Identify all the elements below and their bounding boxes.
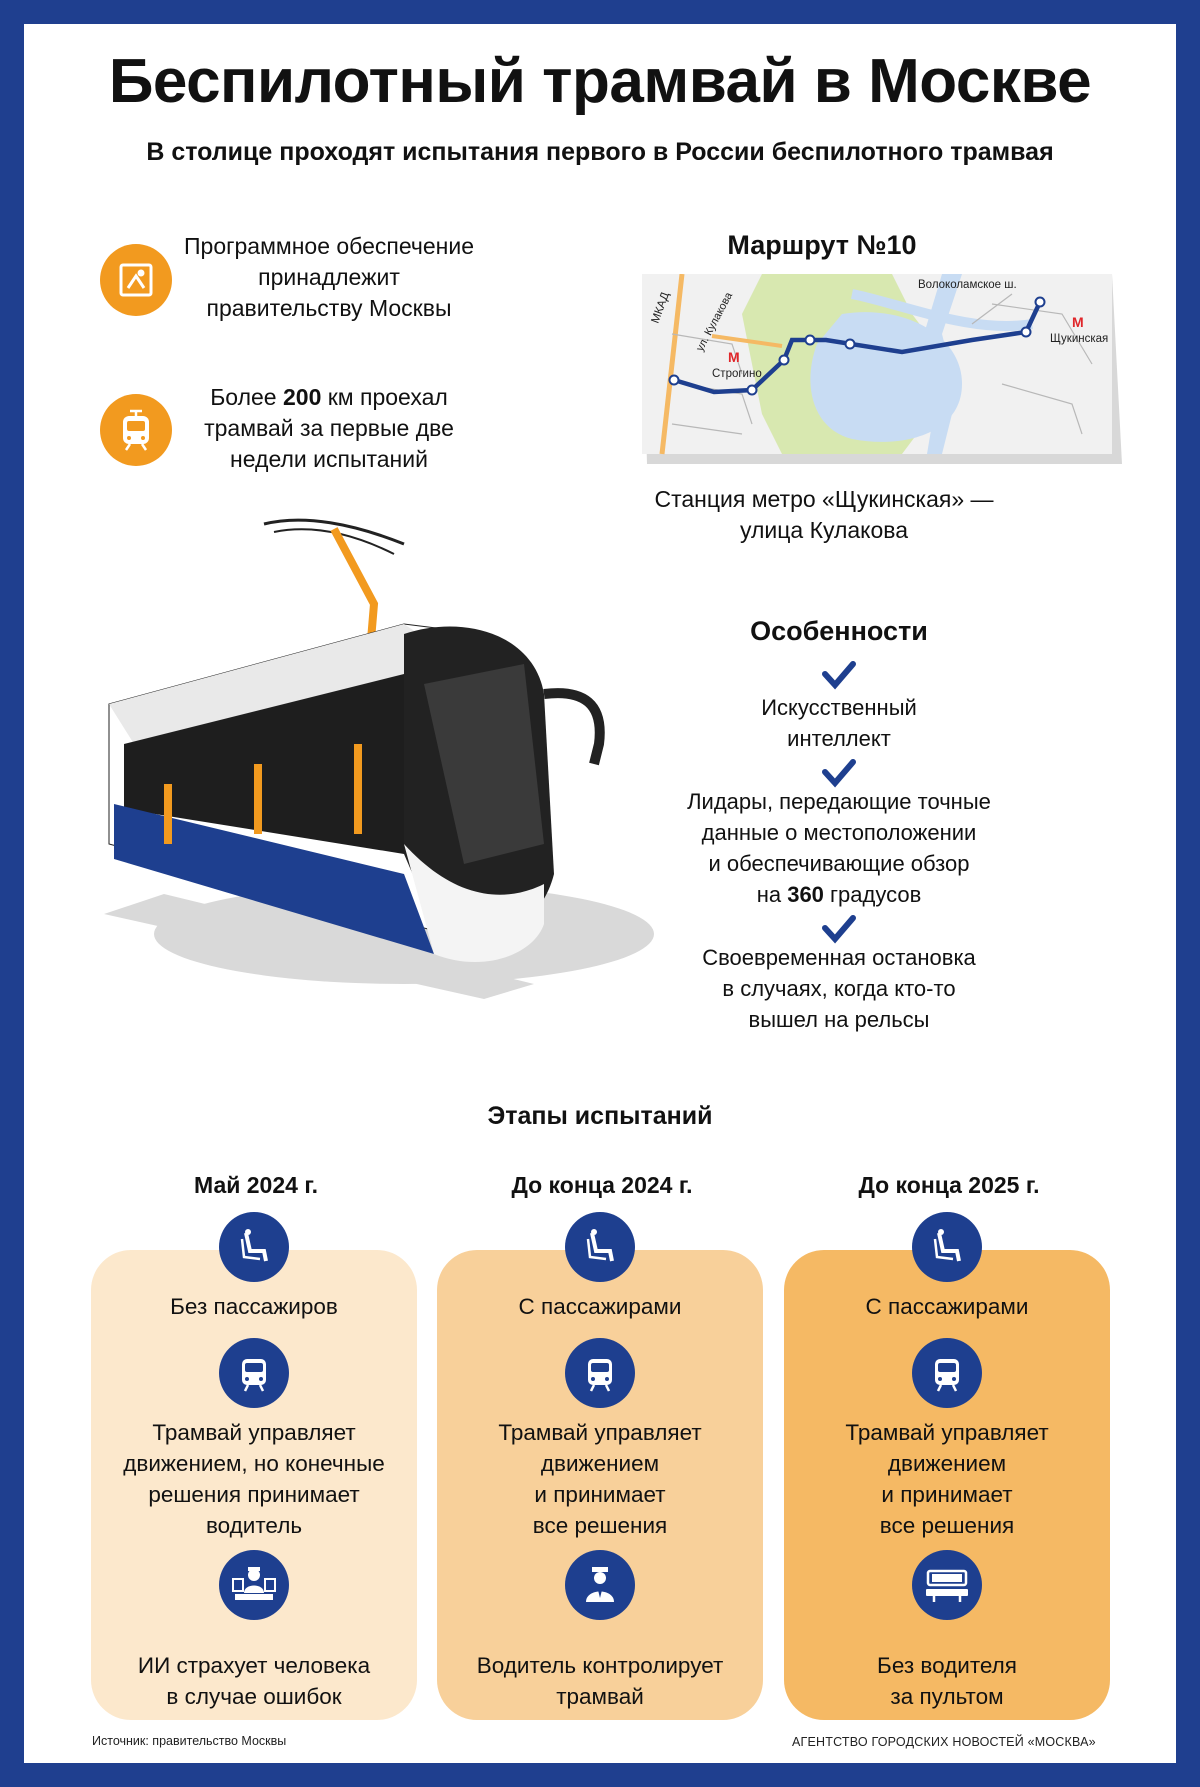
driver-icon [565, 1550, 635, 1620]
stage-period-3: До конца 2025 г. [858, 1172, 1040, 1198]
stage-control-3-line3: и принимает [881, 1482, 1013, 1507]
metro-icon-left: М [728, 349, 740, 365]
tram-icon [100, 394, 172, 466]
stage-period-2: До конца 2024 г. [511, 1172, 693, 1198]
check-icon [821, 758, 857, 788]
fact-distance-pre: Более [210, 384, 283, 410]
stage-driver-2-line1: Водитель контролирует [476, 1653, 724, 1678]
feature-lidars-line3: и обеспечивающие обзор [708, 851, 970, 876]
stage-passengers-2: С пассажирами [518, 1294, 682, 1319]
stage-control-1 [91, 1417, 417, 1541]
feature-stop-line1: Своевременная остановка [702, 945, 976, 970]
seat-icon [912, 1212, 982, 1282]
metro-icon-right: М [1072, 314, 1084, 330]
feature-lidars-degrees: 360 [787, 882, 824, 907]
feature-lidars [674, 786, 1004, 910]
stage-passengers-1: Без пассажиров [170, 1294, 338, 1319]
stage-period-1: Май 2024 г. [194, 1172, 318, 1198]
route-caption-line2: улица Кулакова [739, 517, 909, 543]
fact-software-line2: принадлежит [258, 264, 400, 290]
feature-ai-line1: Искусственный [761, 695, 917, 720]
route-caption-line1: Станция метро «Щукинская» — [654, 486, 994, 512]
agency-credit: АГЕНТСТВО ГОРОДСКИХ НОВОСТЕЙ «МОСКВА» [792, 1735, 1096, 1749]
tram-front-icon [912, 1338, 982, 1408]
stage-control-1-line1: Трамвай управляет [152, 1420, 356, 1445]
check-icon [821, 914, 857, 944]
tram-front-icon [219, 1338, 289, 1408]
feature-lidars-post: градусов [823, 882, 922, 907]
fact-distance-line2: трамвай за первые две [204, 415, 454, 441]
feature-stop-line2: в случаях, когда кто-то [722, 976, 956, 1001]
feature-stop [674, 942, 1004, 1035]
map-label-shchukinskaya: Щукинская [1050, 333, 1109, 345]
stage-driver-1-line2: в случае ошибок [166, 1684, 342, 1709]
source-note: Источник: правительство Москвы [92, 1734, 287, 1748]
stage-control-2 [437, 1417, 763, 1541]
stage-control-3 [784, 1417, 1110, 1541]
map-document-icon [100, 244, 172, 316]
feature-ai-line2: интеллект [787, 726, 891, 751]
stages-title: Этапы испытаний [487, 1102, 713, 1130]
seat-icon [565, 1212, 635, 1282]
stage-control-3-line2: движением [887, 1451, 1007, 1476]
stage-control-1-line2: движением, но конечные [123, 1451, 385, 1476]
fact-distance-value: 200 [282, 384, 322, 410]
fact-distance-line3: недели испытаний [230, 446, 428, 472]
map-label-street: ул. Кулакова [694, 290, 736, 354]
stage-control-2-line3: и принимает [534, 1482, 666, 1507]
feature-lidars-line4 [674, 879, 1004, 910]
stage-driver-3 [784, 1650, 1110, 1712]
stage-driver-2-line2: трамвай [556, 1684, 644, 1709]
stage-control-1-line3: решения принимает [148, 1482, 360, 1507]
fact-distance-post: км проехал [321, 384, 448, 410]
seat-icon [219, 1212, 289, 1282]
stage-control-3-line4: все решения [879, 1513, 1015, 1538]
feature-lidars-pre: на [756, 882, 788, 907]
fact-software [184, 231, 474, 324]
page-title: Беспилотный трамвай в Москве [108, 47, 1092, 116]
stage-control-3-line1: Трамвай управляет [845, 1420, 1049, 1445]
stage-driver-1-line1: ИИ страхует человека [137, 1653, 371, 1678]
page-subtitle: В столице проходят испытания первого в России беспилотного трамвая [146, 138, 1054, 166]
stage-control-2-line4: все решения [532, 1513, 668, 1538]
features-title: Особенности [750, 616, 928, 646]
infographic-sheet [24, 24, 1176, 1763]
feature-lidars-line1: Лидары, передающие точные [687, 789, 991, 814]
stage-driver-2 [437, 1650, 763, 1712]
map-label-strogino: Строгино [712, 368, 762, 380]
stage-control-2-line1: Трамвай управляет [498, 1420, 702, 1445]
driver-console-icon [219, 1550, 289, 1620]
feature-ai [674, 692, 1004, 754]
check-icon [821, 660, 857, 690]
stage-passengers-3: С пассажирами [865, 1294, 1029, 1319]
tram-illustration [104, 514, 664, 1014]
stage-control-1-line4: водитель [205, 1513, 303, 1538]
fact-software-line1: Программное обеспечение [184, 233, 474, 259]
fact-distance [184, 382, 474, 475]
route-title: Маршрут №10 [727, 230, 917, 260]
map-label-mkad: МКАД [649, 290, 672, 326]
route-caption [654, 484, 994, 546]
feature-stop-line3: вышел на рельсы [748, 1007, 930, 1032]
stage-driver-1 [91, 1650, 417, 1712]
feature-lidars-line2: данные о местоположении [701, 820, 977, 845]
stage-driver-3-line2: за пультом [890, 1684, 1004, 1709]
route-map [642, 274, 1142, 474]
stage-driver-3-line1: Без водителя [877, 1653, 1017, 1678]
fact-software-line3: правительству Москвы [206, 295, 452, 321]
empty-console-icon [912, 1550, 982, 1620]
stage-control-2-line2: движением [540, 1451, 660, 1476]
fact-distance-line1 [184, 382, 474, 413]
map-label-road: Волоколамское ш. [918, 279, 1017, 291]
tram-front-icon [565, 1338, 635, 1408]
